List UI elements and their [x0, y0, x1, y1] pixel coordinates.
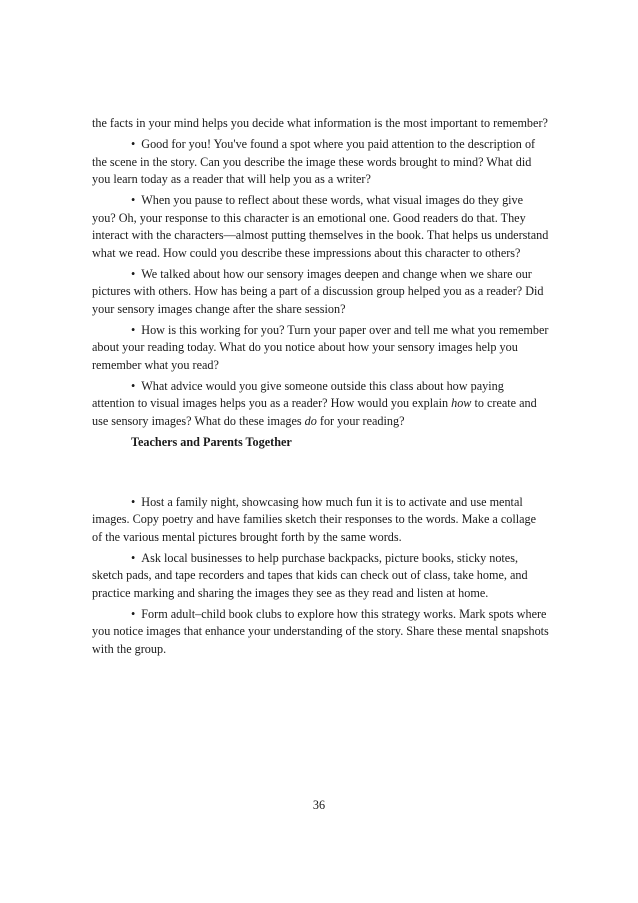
bullet-icon: • — [131, 494, 136, 509]
idea-text: Host a family night, showcasing how much fun it is to activate and use mental images. Copy poetry and have families sketch their responses to the words. Make a collage of the various mental pictures brought forth by the same words. — [92, 494, 537, 544]
prompt-item — [92, 322, 549, 375]
prompt-item — [92, 192, 549, 262]
page-number: 36 — [312, 798, 326, 812]
idea-item — [92, 494, 549, 547]
idea-item — [92, 606, 549, 659]
idea-text: Ask local businesses to help purchase backpacks, picture books, sticky notes, sketch pads, and tape recorders and tapes that kids can check out of class, take home, and practice marking and sharing the images they see as they read and listen at home. — [92, 550, 528, 600]
prompt-text-part: to create and use sensory images? What do these images — [92, 396, 537, 428]
bullet-icon: • — [131, 266, 136, 281]
prompt-text: How is this working for you? Turn your paper over and tell me what you remember about your reading today. What do you notice about how your sensory images help you remember what you read? — [92, 322, 549, 372]
section-spacer — [92, 455, 549, 494]
idea-text: Form adult–child book clubs to explore how this strategy works. Mark spots where you notice images that enhance your understanding of the story. Share these mental snapshots with the group. — [92, 606, 549, 656]
page-body — [92, 115, 549, 662]
idea-item — [92, 550, 549, 603]
continuation-paragraph: the facts in your mind helps you decide what information is the most important to remember? — [92, 116, 548, 130]
bullet-icon: • — [131, 378, 136, 393]
bullet-icon: • — [131, 137, 136, 151]
prompt-text: When you pause to reflect about these words, what visual images do they give you? Oh, your response to this character is an emotional one. Good readers do that. They interact with the characters—almost putting themselves in the book. That helps us understand what we read. How could you describe these impressions about this character to others? — [92, 193, 549, 260]
prompt-text: We talked about how our sensory images deepen and change when we share our pictures with others. How has being a part of a discussion group helped you as a reader? Did your sensory images change after the share session? — [92, 266, 544, 316]
prompt-text-part: What advice would you give someone outside this class about how paying attention to visual images helps you as a reader? How would you explain — [92, 378, 504, 410]
emphasis-do: do — [304, 413, 317, 428]
bullet-icon: • — [131, 322, 136, 337]
bullet-icon: • — [131, 193, 136, 207]
prompt-list — [92, 136, 549, 430]
emphasis-how: how — [451, 396, 472, 410]
bullet-icon: • — [131, 550, 136, 565]
prompt-item — [92, 266, 549, 319]
section-heading: Teachers and Parents Together — [131, 434, 292, 449]
prompt-text: Good for you! You've found a spot where you paid attention to the description of the scene in the story. Can you describe the image these words brought to mind? What did you learn today as a reader that will help you as a writer? — [92, 137, 536, 186]
bullet-icon: • — [131, 606, 136, 621]
idea-list — [92, 494, 549, 659]
prompt-text-part: for your reading? — [316, 413, 405, 428]
prompt-item — [92, 136, 549, 189]
prompt-item — [92, 378, 549, 431]
